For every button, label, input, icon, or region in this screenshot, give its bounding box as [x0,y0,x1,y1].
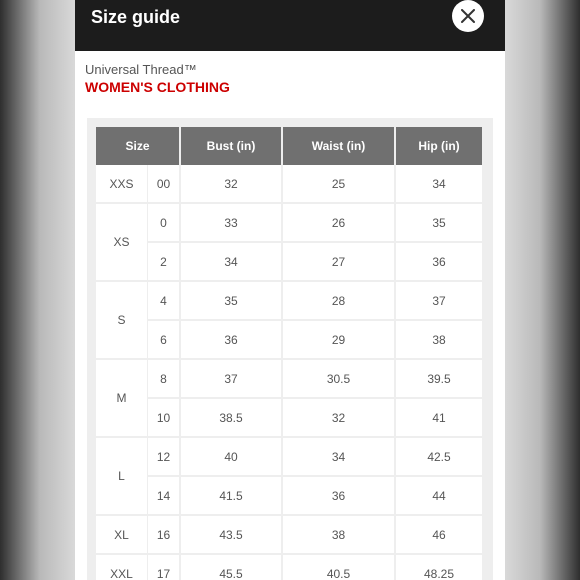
hip-value: 42.5 [396,438,482,477]
waist-value: 29 [283,321,396,360]
size-letter: XS [96,204,148,282]
waist-value: 27 [283,243,396,282]
table-row [96,360,482,399]
table-row [96,243,482,282]
table-row [96,204,482,243]
waist-value: 36 [283,477,396,516]
waist-value: 38 [283,516,396,555]
table-row [96,555,482,580]
close-icon [461,9,475,23]
table-row [96,399,482,438]
hip-value: 44 [396,477,482,516]
hip-value: 37 [396,282,482,321]
modal-title: Size guide [91,7,181,27]
size-number: 10 [148,399,181,438]
table-row [96,516,482,555]
hip-value: 36 [396,243,482,282]
size-table-container [87,118,493,580]
size-guide-modal [75,0,505,580]
column-header-size: Size [96,127,181,165]
waist-value: 34 [283,438,396,477]
hip-value: 39.5 [396,360,482,399]
size-letter: S [96,282,148,360]
close-button[interactable] [452,0,484,32]
waist-value: 32 [283,399,396,438]
category-title: WOMEN'S CLOTHING [85,79,230,95]
size-letter: XXL [96,555,148,580]
bust-value: 37 [181,360,283,399]
size-number: 16 [148,516,181,555]
hip-value: 46 [396,516,482,555]
bust-value: 33 [181,204,283,243]
size-number: 12 [148,438,181,477]
size-letter: L [96,438,148,516]
size-number: 14 [148,477,181,516]
bust-value: 41.5 [181,477,283,516]
waist-value: 25 [283,165,396,204]
waist-value: 30.5 [283,360,396,399]
table-row [96,165,482,204]
column-header-hip: Hip (in) [396,127,482,165]
brand-name: Universal Thread™ [85,62,197,77]
hip-value: 34 [396,165,482,204]
column-header-bust: Bust (in) [181,127,283,165]
waist-value: 28 [283,282,396,321]
bust-value: 38.5 [181,399,283,438]
size-table [96,127,482,580]
bust-value: 36 [181,321,283,360]
size-letter: M [96,360,148,438]
hip-value: 38 [396,321,482,360]
size-number: 2 [148,243,181,282]
waist-value: 40.5 [283,555,396,580]
table-row [96,438,482,477]
table-header-row [96,127,482,165]
size-number: 8 [148,360,181,399]
size-number: 4 [148,282,181,321]
size-number: 0 [148,204,181,243]
waist-value: 26 [283,204,396,243]
hip-value: 48.25 [396,555,482,580]
bust-value: 35 [181,282,283,321]
bust-value: 40 [181,438,283,477]
bust-value: 32 [181,165,283,204]
size-letter: XXS [96,165,148,204]
modal-header [75,0,505,51]
hip-value: 35 [396,204,482,243]
table-row [96,477,482,516]
hip-value: 41 [396,399,482,438]
size-number: 17 [148,555,181,580]
column-header-waist: Waist (in) [283,127,396,165]
size-letter: XL [96,516,148,555]
table-row [96,321,482,360]
bust-value: 34 [181,243,283,282]
bust-value: 45.5 [181,555,283,580]
bust-value: 43.5 [181,516,283,555]
size-number: 6 [148,321,181,360]
size-number: 00 [148,165,181,204]
table-row [96,282,482,321]
